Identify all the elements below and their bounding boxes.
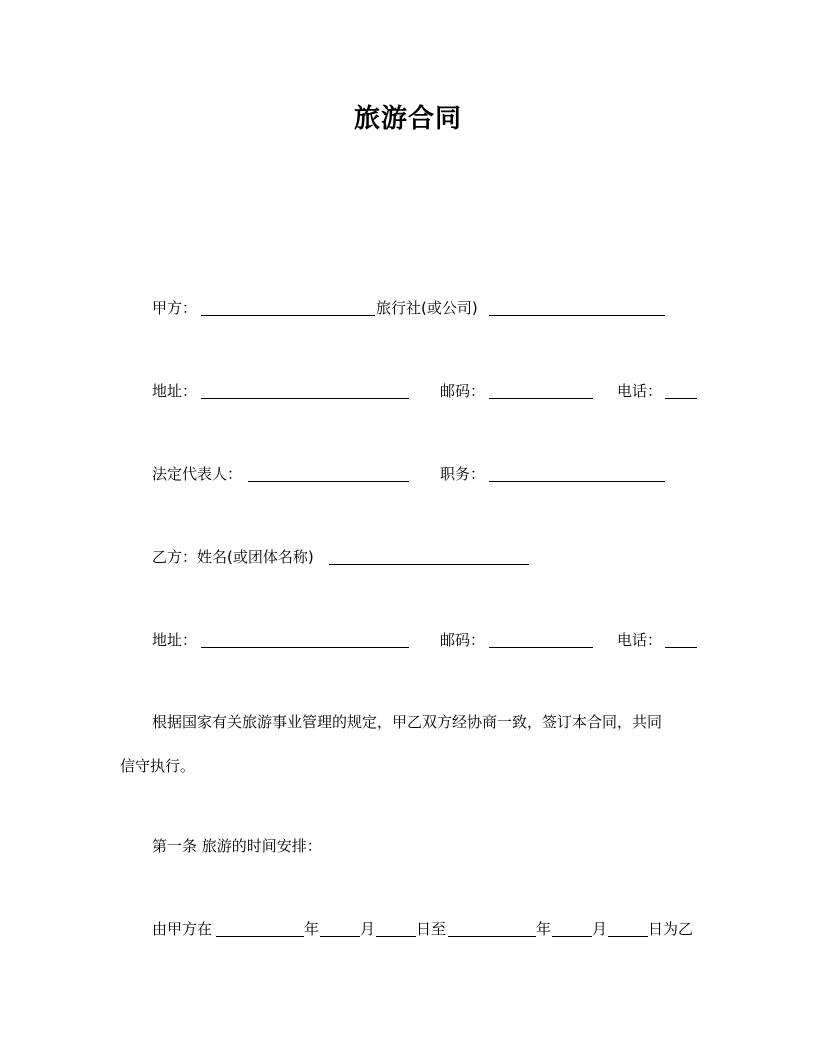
- party-a-postcode-blank[interactable]: [489, 398, 593, 399]
- party-a-phone-blank[interactable]: [665, 398, 697, 399]
- party-a-label: 甲方：: [152, 299, 198, 317]
- legal-rep-line: [152, 464, 712, 484]
- end-year-blank[interactable]: [448, 936, 536, 937]
- legal-rep-blank[interactable]: [248, 481, 409, 482]
- party-b-postcode-blank[interactable]: [489, 647, 593, 648]
- date-line-prefix: 由甲方在: [152, 920, 213, 938]
- start-month-label: 月: [360, 920, 376, 938]
- legal-rep-label: 法定代表人：: [152, 465, 243, 483]
- end-month-label: 月: [592, 920, 608, 938]
- party-a-agency-suffix: 旅行社(或公司): [376, 299, 478, 317]
- preamble-line-2: 信守执行。: [120, 757, 196, 775]
- party-b-phone-label: 电话：: [617, 631, 663, 649]
- end-month-blank[interactable]: [552, 936, 592, 937]
- start-day-blank[interactable]: [376, 936, 416, 937]
- start-year-blank[interactable]: [216, 936, 304, 937]
- day-end-label: 日为乙: [648, 920, 694, 938]
- party-b-phone-blank[interactable]: [665, 647, 697, 648]
- party-b-label: 乙方：姓名(或团体名称): [152, 548, 314, 566]
- party-a-address-line: [152, 381, 712, 401]
- article-1-heading: 第一条 旅游的时间安排：: [152, 837, 322, 855]
- party-b-line: [152, 547, 712, 567]
- party-a-line: [152, 298, 712, 318]
- party-b-name-blank[interactable]: [329, 564, 529, 565]
- party-a-address-blank[interactable]: [201, 398, 409, 399]
- party-b-address-line: [152, 630, 712, 650]
- party-b-postcode-label: 邮码：: [440, 631, 486, 649]
- day-to-label: 日至: [416, 920, 447, 938]
- page-title: 旅游合同: [353, 104, 462, 134]
- party-a-phone-label: 电话：: [617, 382, 663, 400]
- preamble-line-1: 根据国家有关旅游事业管理的规定，甲乙双方经协商一致，签订本合同，共同: [152, 713, 663, 731]
- party-b-address-blank[interactable]: [201, 647, 409, 648]
- end-day-blank[interactable]: [608, 936, 648, 937]
- start-month-blank[interactable]: [320, 936, 360, 937]
- end-year-label: 年: [536, 920, 552, 938]
- party-a-name-blank[interactable]: [201, 315, 375, 316]
- position-blank[interactable]: [489, 481, 665, 482]
- party-b-address-label: 地址：: [152, 631, 198, 649]
- start-year-label: 年: [304, 920, 320, 938]
- position-label: 职务：: [440, 465, 486, 483]
- party-a-postcode-label: 邮码：: [440, 382, 486, 400]
- party-a-address-label: 地址：: [152, 382, 198, 400]
- article-1-date-line: [152, 919, 712, 939]
- party-a-agency-blank[interactable]: [489, 315, 665, 316]
